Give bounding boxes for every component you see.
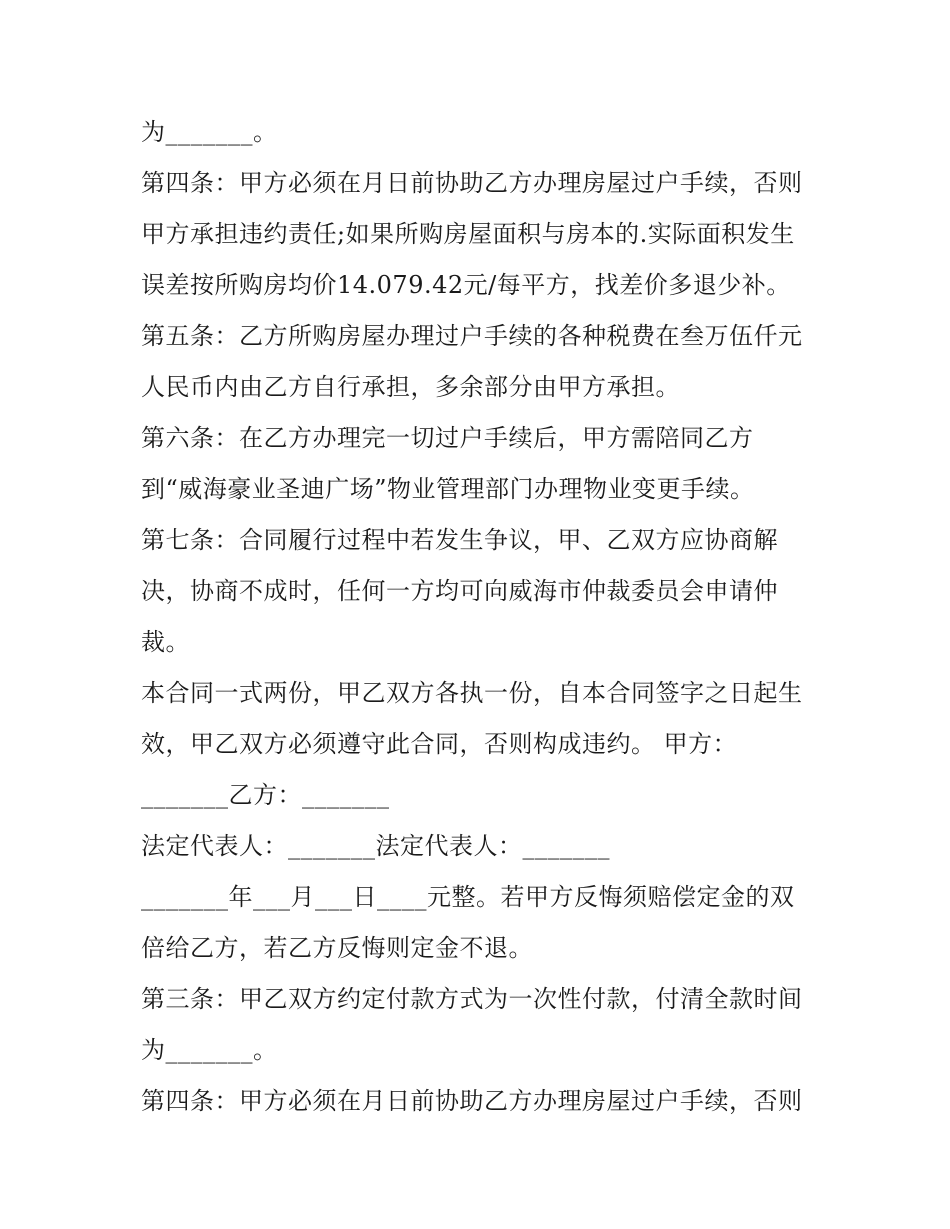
text-line: 第三条：甲乙双方约定付款方式为一次性付款，付清全款时间	[141, 985, 803, 1013]
text-line: _______乙方：_______	[141, 781, 390, 809]
contract-body	[141, 107, 831, 1127]
text-line: 第六条：在乙方办理完一切过户手续后，甲方需陪同乙方	[141, 424, 754, 452]
text-line: 倍给乙方，若乙方反悔则定金不退。	[141, 934, 533, 962]
text-line: 误差按所购房均价14.079.42元/每平方，找差价多退少补。	[141, 271, 791, 299]
text-line: 裁。	[141, 628, 190, 656]
text-line: 第五条：乙方所购房屋办理过户手续的各种税费在叁万伍仟元	[141, 322, 803, 350]
text-line: 第四条：甲方必须在月日前协助乙方办理房屋过户手续，否则	[141, 1087, 803, 1115]
text-line: 第四条：甲方必须在月日前协助乙方办理房屋过户手续，否则	[141, 169, 803, 197]
text-line: 到“威海豪业圣迪广场”物业管理部门办理物业变更手续。	[141, 475, 755, 503]
text-line: 第七条：合同履行过程中若发生争议，甲、乙双方应协商解	[141, 526, 778, 554]
text-line: 为_______。	[141, 1036, 278, 1064]
text-line: 本合同一式两份，甲乙双方各执一份，自本合同签字之日起生	[141, 679, 803, 707]
text-line: 决，协商不成时，任何一方均可向威海市仲裁委员会申请仲	[141, 577, 778, 605]
text-line: 效，甲乙双方必须遵守此合同，否则构成违约。 甲方：	[141, 730, 738, 758]
text-line: _______年___月___日____元整。若甲方反悔须赔偿定金的双	[141, 883, 795, 911]
text-line: 为_______。	[141, 118, 278, 146]
text-line: 甲方承担违约责任;如果所购房屋面积与房本的.实际面积发生	[141, 220, 795, 248]
text-line: 法定代表人：_______法定代表人：_______	[141, 832, 610, 860]
text-line: 人民币内由乙方自行承担，多余部分由甲方承担。	[141, 373, 680, 401]
